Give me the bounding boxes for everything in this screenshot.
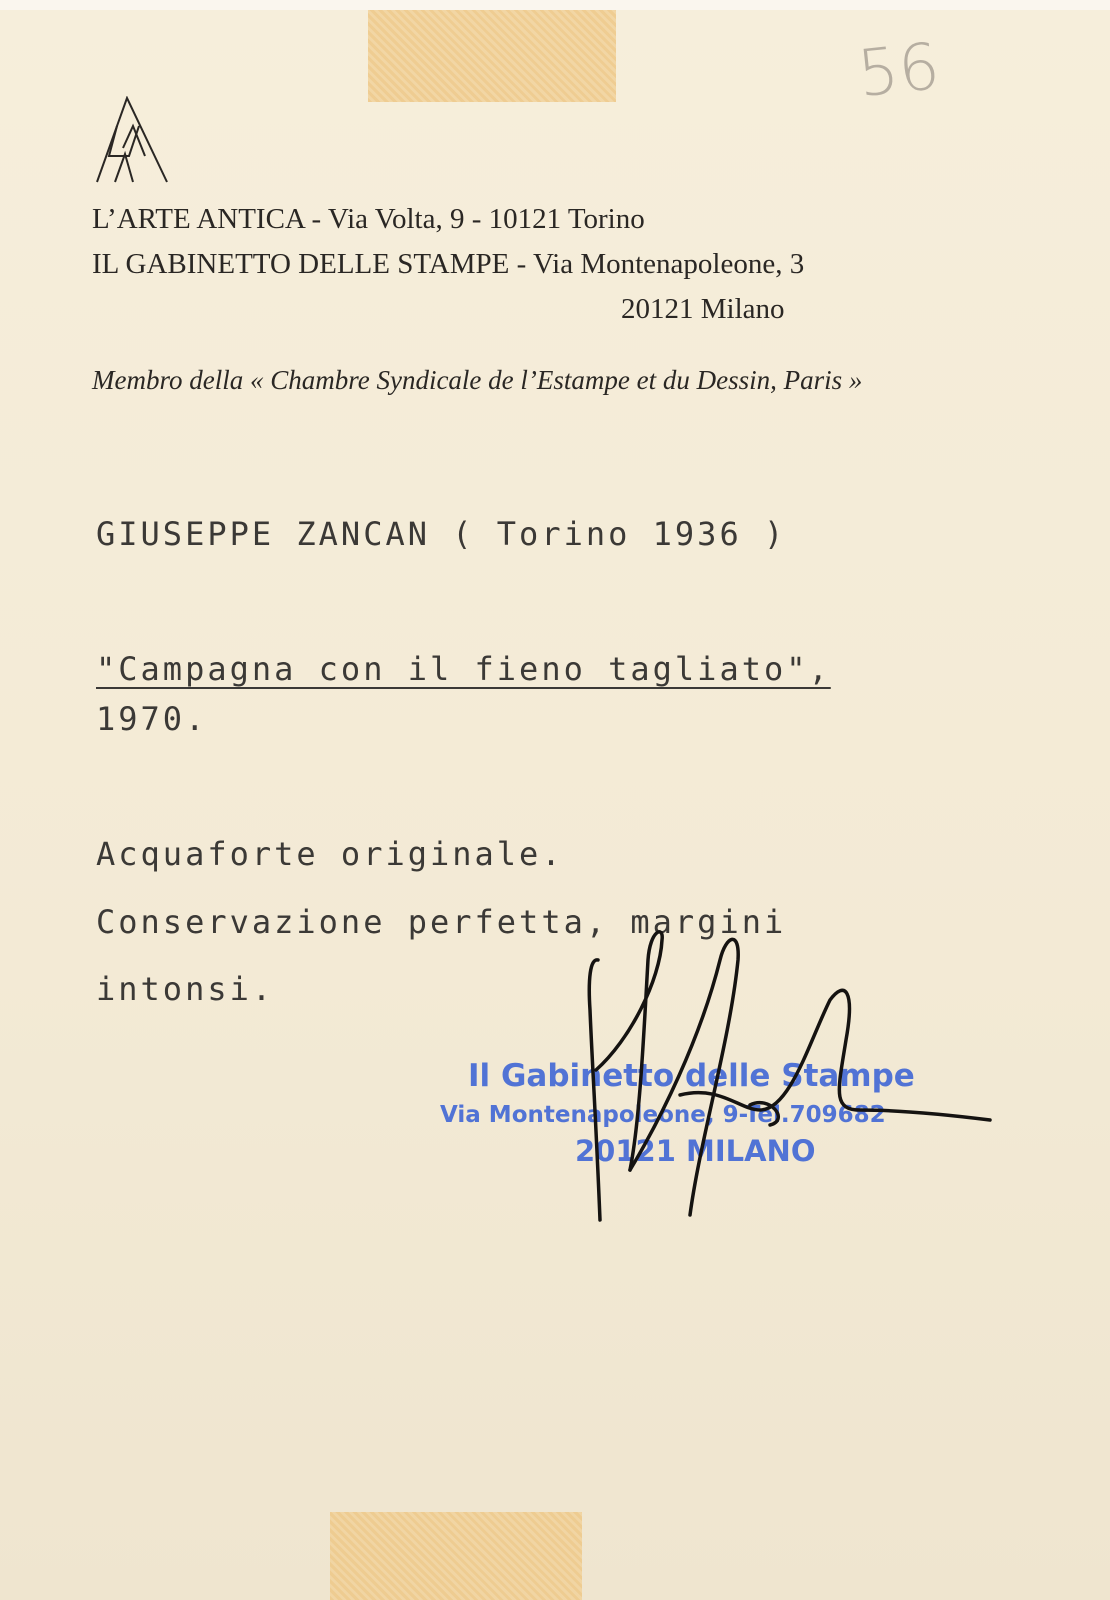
stamp-line-2: Via Montenapoleone, 9-Tel.709682 [440, 1102, 886, 1128]
membership-line: Membro della « Chambre Syndicale de l’Estampe et du Dessin, Paris » [92, 365, 863, 395]
artwork-year: 1970. [96, 700, 208, 738]
artwork-title: "Campagna con il fieno tagliato", [96, 650, 831, 688]
signature [570, 920, 1010, 1250]
paper-edge [0, 0, 1110, 10]
gallery-logo-icon [95, 96, 170, 184]
letterhead-line-1: L’ARTE ANTICA - Via Volta, 9 - 10121 Torino [92, 203, 645, 235]
pencil-number: 56 [854, 29, 944, 113]
stamp-line-3: 20121 MILANO [575, 1134, 816, 1168]
stamp-line-1: Il Gabinetto delle Stampe [468, 1058, 915, 1094]
letterhead-line-3: 20121 Milano [621, 293, 785, 325]
description-line-1: Acquaforte originale. [96, 835, 564, 873]
artist-line: GIUSEPPE ZANCAN ( Torino 1936 ) [96, 515, 787, 553]
tape-bottom [330, 1512, 582, 1600]
description-line-2: Conservazione perfetta, margini [96, 903, 787, 941]
tape-top [368, 10, 616, 102]
letterhead-line-2: IL GABINETTO DELLE STAMPE - Via Montenapoleone, 3 [92, 248, 805, 280]
description-line-3: intonsi. [96, 970, 275, 1008]
